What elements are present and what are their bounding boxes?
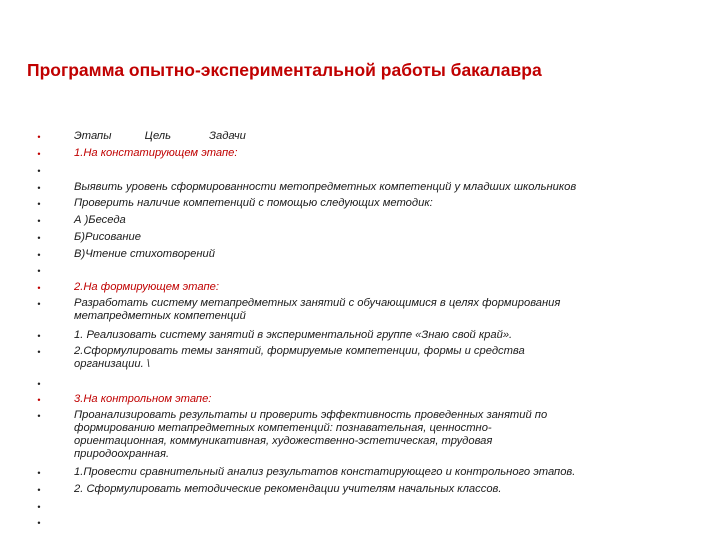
bullet-marker: •	[37, 199, 41, 209]
bullet-marker: •	[37, 395, 41, 405]
bullet-marker: •	[37, 233, 41, 243]
bullet-marker: •	[37, 379, 41, 389]
list-item-continuation: ориентационная, коммуникативная, художественно-эстетическая, трудовая	[74, 435, 493, 447]
list-item: Разработать систему метапредметных занятий с обучающимися в целях формирования	[74, 297, 561, 309]
slide-title: Программа опытно-экспериментальной работы бакалавра	[27, 60, 542, 80]
stage-heading-forming: 2.На формирующем этапе:	[74, 281, 219, 293]
bullet-marker: •	[37, 502, 41, 512]
header-tasks: Задачи	[209, 130, 246, 142]
list-item-continuation: формированию метапредметных компетенций: познавательная, ценностно-	[74, 422, 492, 434]
list-item: 1.Провести сравнительный анализ результатов констатирующего и контрольного этапов.	[74, 466, 576, 478]
bullet-marker: •	[37, 132, 41, 142]
header-goal: Цель	[144, 130, 171, 142]
list-item: 2. Сформулировать методические рекомендации учителям начальных классов.	[74, 483, 502, 495]
bullet-marker: •	[37, 266, 41, 276]
bullet-marker: •	[37, 183, 41, 193]
list-item-continuation: организации. \	[74, 358, 150, 370]
bullet-marker: •	[37, 411, 41, 421]
stage-heading-control: 3.На контрольном этапе:	[74, 393, 212, 405]
list-item: 2.Сформулировать темы занятий, формируемые компетенции, формы и средства	[74, 345, 525, 357]
list-item-continuation: метапредметных компетенций	[74, 310, 246, 322]
list-item: Проверить наличие компетенций с помощью следующих методик:	[74, 197, 433, 209]
bullet-marker: •	[37, 347, 41, 357]
bullet-marker: •	[37, 468, 41, 478]
bullet-marker: •	[37, 331, 41, 341]
stage-heading-ascertaining: 1.На констатирующем этапе:	[74, 147, 238, 159]
bullet-marker: •	[37, 283, 41, 293]
list-item: Б)Рисование	[74, 231, 141, 243]
list-item: А )Беседа	[74, 214, 126, 226]
bullet-marker: •	[37, 166, 41, 176]
bullet-marker: •	[37, 250, 41, 260]
list-item: Выявить уровень сформированности метопредметных компетенций у младших школьников	[74, 181, 577, 193]
list-item-continuation: природоохранная.	[74, 448, 170, 460]
list-item: Проанализировать результаты и проверить эффективность проведенных занятий по	[74, 409, 548, 421]
bullet-marker: •	[37, 485, 41, 495]
bullet-marker: •	[37, 518, 41, 528]
header-stages: Этапы	[74, 130, 112, 142]
bullet-marker: •	[37, 149, 41, 159]
bullet-marker: •	[37, 299, 41, 309]
list-item: В)Чтение стихотворений	[74, 248, 215, 260]
table-header	[74, 130, 246, 143]
list-item: 1. Реализовать систему занятий в экспериментальной группе «Знаю свой край».	[74, 329, 513, 341]
bullet-marker: •	[37, 216, 41, 226]
